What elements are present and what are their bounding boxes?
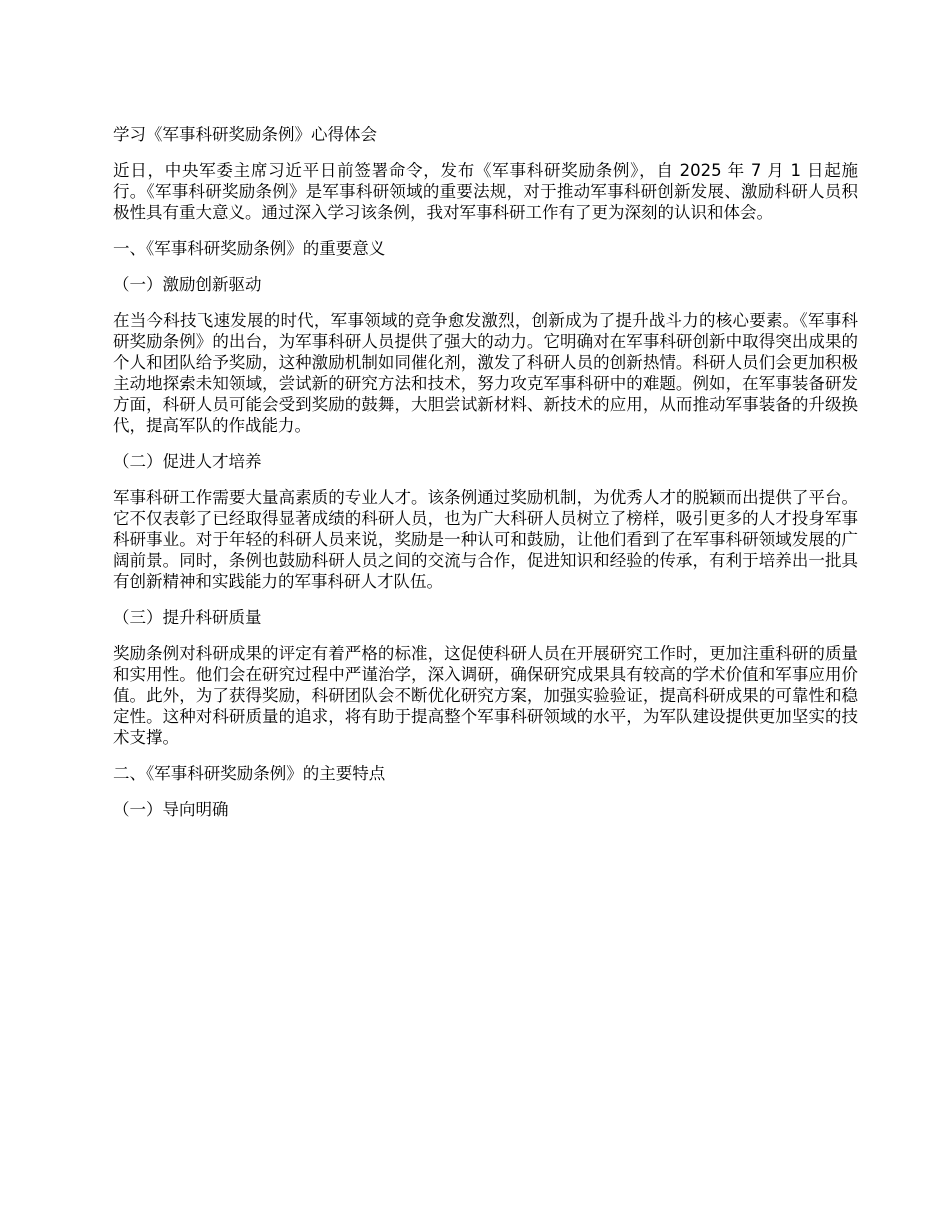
intro-paragraph: 近日，中央军委主席习近平日前签署命令，发布《军事科研奖励条例》，自 2025 年 7 月 1 日起施行。《军事科研奖励条例》是军事科研领域的重要法规，对于推动军事科研创新发展、激励科研人员积极性具有重大意义。通过深入学习该条例，我对军事科研工作有了更为深刻的认识和体会。 [113, 161, 858, 222]
document-title: 学习《军事科研奖励条例》心得体会 [113, 125, 377, 144]
document-page [113, 124, 858, 835]
section-1-3-body: 奖励条例对科研成果的评定有着严格的标准，这促使科研人员在开展研究工作时，更加注重科研的质量和实用性。他们会在研究过程中严谨治学，深入调研，确保研究成果具有较高的学术价值和军事应用价值。此外，为了获得奖励，科研团队会不断优化研究方案，加强实验验证，提高科研成果的可靠性和稳定性。这种对科研质量的追求，将有助于提高整个军事科研领域的水平，为军队建设提供更加坚实的技术支撑。 [113, 644, 858, 747]
section-1-1-body: 在当今科技飞速发展的时代，军事领域的竞争愈发激烈，创新成为了提升战斗力的核心要素。《军事科研奖励条例》的出台，为军事科研人员提供了强大的动力。它明确对在军事科研创新中取得突出成果的个人和团队给予奖励，这种激励机制如同催化剂，激发了科研人员的创新热情。科研人员们会更加积极主动地探索未知领域，尝试新的研究方法和技术，努力攻克军事科研中的难题。例如，在军事装备研发方面，科研人员可能会受到奖励的鼓舞，大胆尝试新材料、新技术的应用，从而推动军事装备的升级换代，提高军队的作战能力。 [113, 311, 858, 435]
section-1-1-heading: （一）激励创新驱动 [113, 275, 262, 294]
section-2-1-heading: （一）导向明确 [113, 800, 229, 819]
section-1-2-body: 军事科研工作需要大量高素质的专业人才。该条例通过奖励机制，为优秀人才的脱颖而出提供了平台。它不仅表彰了已经取得显著成绩的科研人员，也为广大科研人员树立了榜样，吸引更多的人才投身军事科研事业。对于年轻的科研人员来说，奖励是一种认可和鼓励，让他们看到了在军事科研领域发展的广阔前景。同时，条例也鼓励科研人员之间的交流与合作，促进知识和经验的传承，有利于培养出一批具有创新精神和实践能力的军事科研人才队伍。 [113, 488, 858, 591]
section-1-3-heading: （三）提升科研质量 [113, 608, 262, 627]
section-1-2-heading: （二）促进人才培养 [113, 452, 262, 471]
section-2-heading: 二、《军事科研奖励条例》的主要特点 [113, 764, 386, 783]
section-1-heading: 一、《军事科研奖励条例》的重要意义 [113, 239, 386, 258]
